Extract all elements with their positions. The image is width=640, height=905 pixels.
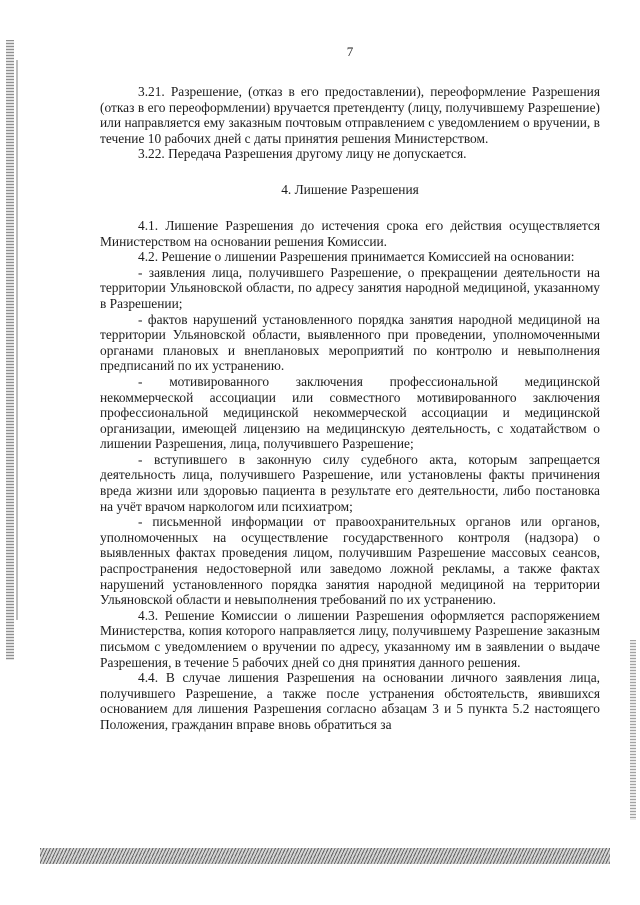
paragraph-3-21: 3.21. Разрешение, (отказ в его предоставлении), переоформление Разрешения (отказ в его переоформлении) вручается претенденту (лицу, получившему Разрешение) или направляется ему заказным почтовым отправлением с уведомлением о вручении, в течение 10 рабочих дней с даты принятия решения Министерством. xyxy=(100,84,600,146)
scan-artifact-bottom xyxy=(40,848,610,864)
section-heading: 4. Лишение Разрешения xyxy=(281,181,419,197)
page-number: 7 xyxy=(346,44,354,59)
list-item-application: - заявления лица, получившего Разрешение, о прекращении деятельности на территории Ульяновской области, по адресу занятия народной медициной, указанному в Разрешении; xyxy=(100,264,600,311)
list-item-violations: - фактов нарушений установленного порядка занятия народной медициной на территории Ульяновской области, выявленного при проведении, уполномоченными органами плановых и внеплановых мероприятий по контролю и невыполнения предписаний по их устранению. xyxy=(100,311,600,374)
scan-artifact-left-line xyxy=(16,60,18,620)
document-page xyxy=(100,44,600,733)
scan-artifact-right xyxy=(630,640,636,820)
list-item-conclusion: - мотивированного заключения профессиональной медицинской некоммерческой ассоциации или совместного мотивированного заключения профессиональной медицинской некоммерческой ассоциации и медицинской организации, имеющей лицензию на медицинскую деятельность, с ходатайством о лишении Разрешения, лица, получившего Разрешение; xyxy=(100,373,600,452)
list-item-law-enforcement: - письменной информации от правоохранительных органов или органов, уполномоченных на осуществление государственного контроля (надзора) о выявленных фактах проведения лицом, получившим Разрешение массовых сеансов, распространения недостоверной или заведомо ложной рекламы, а также фактах нарушений установленного порядка занятия народной медициной на территории Ульяновской области и невыполнения требований по их устранению. xyxy=(100,514,600,608)
scan-artifact-left xyxy=(6,40,14,660)
paragraph-4-4: 4.4. В случае лишения Разрешения на основании личного заявления лица, получившего Разрешение, а также после устранения обстоятельств, явившихся основанием для лишения Разрешения согласно абзацам 3 и 5 пункта 5.2 настоящего Положения, гражданин вправе вновь обратиться за xyxy=(100,670,600,732)
list-item-court-act: - вступившего в законную силу судебного акта, которым запрещается деятельность лица, получившего Разрешение, или установлены факты причинения вреда жизни или здоровью пациента в результате его деятельности, либо постановка на учёт врачом наркологом или психиатром; xyxy=(100,451,600,514)
paragraph-4-1: 4.1. Лишение Разрешения до истечения срока его действия осуществляется Министерством на основании решения Комиссии. xyxy=(100,217,600,249)
paragraph-4-2: 4.2. Решение о лишении Разрешения принимается Комиссией на основании: xyxy=(138,249,575,265)
paragraph-3-22: 3.22. Передача Разрешения другому лицу не допускается. xyxy=(138,146,467,162)
paragraph-4-3: 4.3. Решение Комиссии о лишении Разрешения оформляется распоряжением Министерства, копия которого направляется лицу, получившему Разрешение заказным письмом с уведомлением о вручении по адресу, указанному им в заявлении о выдаче Разрешения, в течение 5 рабочих дней со дня принятия данного решения. xyxy=(100,607,600,670)
